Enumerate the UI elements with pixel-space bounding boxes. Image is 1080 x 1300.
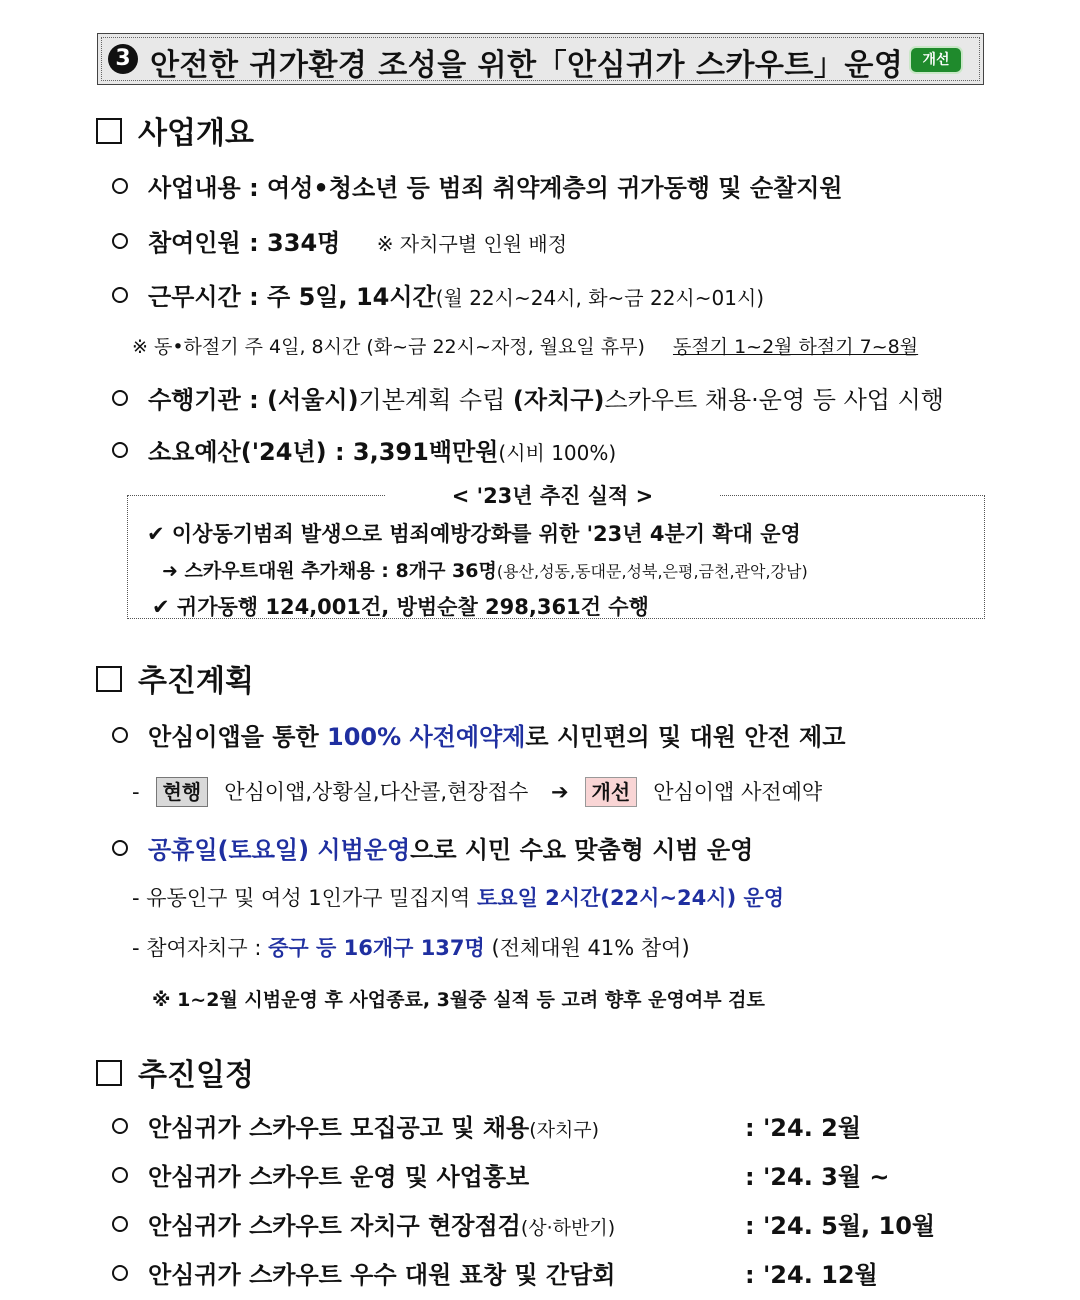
achievement-line-2: ➜ 스카우트대원 추가채용 : 8개구 36명(용산,성동,동대문,성북,은평,금천,관악,강남) [162,560,808,582]
improvement-badge: 개선 [911,48,961,72]
circle-bullet-icon [112,727,128,743]
overview-heading: 사업개요 [96,108,254,152]
section-number: 3 [108,44,138,74]
circle-bullet-icon [112,233,128,249]
schedule-item: 안심귀가 스카우트 운영 및 사업홍보 [112,1157,529,1192]
arrow-right-icon: ➔ [550,780,569,804]
circle-bullet-icon [112,390,128,406]
schedule-date: : '24. 12월 [745,1261,878,1289]
circle-bullet-icon [112,442,128,458]
checkbox-square-icon [96,118,122,144]
section-title-box [97,33,984,85]
current-tag: 현행 [156,777,209,807]
achievement-line-1: ✔ 이상동기범죄 발생으로 범죄예방강화를 위한 '23년 4분기 확대 운영 [147,522,801,546]
overview-hours-note: ※ 동•하절기 주 4일, 8시간 (화~금 22시~자정, 월요일 휴무) 동절기 1~2월 하절기 7~8월 [132,336,919,358]
plan-note: ※ 1~2월 시범운영 후 사업종료, 3월중 실적 등 고려 향후 운영여부 검토 [152,989,765,1011]
plan-item-1: 안심이앱을 통한 100% 사전예약제로 시민편의 및 대원 안전 제고 [112,717,845,752]
achievement-line-3: ✔ 귀가동행 124,001건, 방범순찰 298,361건 수행 [152,595,649,619]
checkbox-square-icon [96,666,122,692]
plan-item-2: 공휴일(토요일) 시범운영으로 시민 수요 맞춤형 시범 운영 [112,830,753,865]
plan-sub-1: - 유동인구 및 여성 1인가구 밀집지역 토요일 2시간(22시~24시) 운영 [132,886,785,910]
overview-content-row: 사업내용 : 여성•청소년 등 범죄 취약계층의 귀가동행 및 순찰지원 [112,168,843,203]
circle-bullet-icon [112,1216,128,1232]
circle-bullet-icon [112,1265,128,1281]
circle-bullet-icon [112,178,128,194]
overview-hours-row: 근무시간 : 주 5일, 14시간(월 22시~24시, 화~금 22시~01시) [112,277,764,312]
circle-bullet-icon [112,1118,128,1134]
schedule-item: 안심귀가 스카우트 모집공고 및 채용(자치구) [112,1108,599,1143]
schedule-item: 안심귀가 스카우트 자치구 현장점검(상·하반기) [112,1206,615,1241]
schedule-heading: 추진일정 [96,1050,254,1094]
overview-agency-row: 수행기관 : (서울시)기본계획 수립 (자치구)스카우트 채용·운영 등 사업 시행 [112,380,944,415]
plan-sub-2: - 참여자치구 : 중구 등 16개구 137명 (전체대원 41% 참여) [132,936,690,960]
circle-bullet-icon [112,840,128,856]
improved-tag: 개선 [585,777,638,807]
achievement-title: < '23년 추진 실적 > [385,480,720,510]
circle-bullet-icon [112,1167,128,1183]
overview-staff-row: 참여인원 : 334명 ※ 자치구별 인원 배정 [112,223,567,258]
schedule-date: : '24. 3월 ~ [745,1163,890,1191]
checkbox-square-icon [96,1060,122,1086]
plan-comparison-row: - 현행 안심이앱,상황실,다산콜,현장접수 ➔ 개선 안심이앱 사전예약 [132,776,822,807]
schedule-date: : '24. 5월, 10월 [745,1212,936,1240]
section-title: 안전한 귀가환경 조성을 위한「안심귀가 스카우트」운영 [150,48,904,83]
plan-heading: 추진계획 [96,656,254,700]
overview-budget-row: 소요예산('24년) : 3,391백만원(시비 100%) [112,432,616,467]
circle-bullet-icon [112,287,128,303]
schedule-item: 안심귀가 스카우트 우수 대원 표창 및 간담회 [112,1255,615,1290]
schedule-date: : '24. 2월 [745,1114,862,1142]
